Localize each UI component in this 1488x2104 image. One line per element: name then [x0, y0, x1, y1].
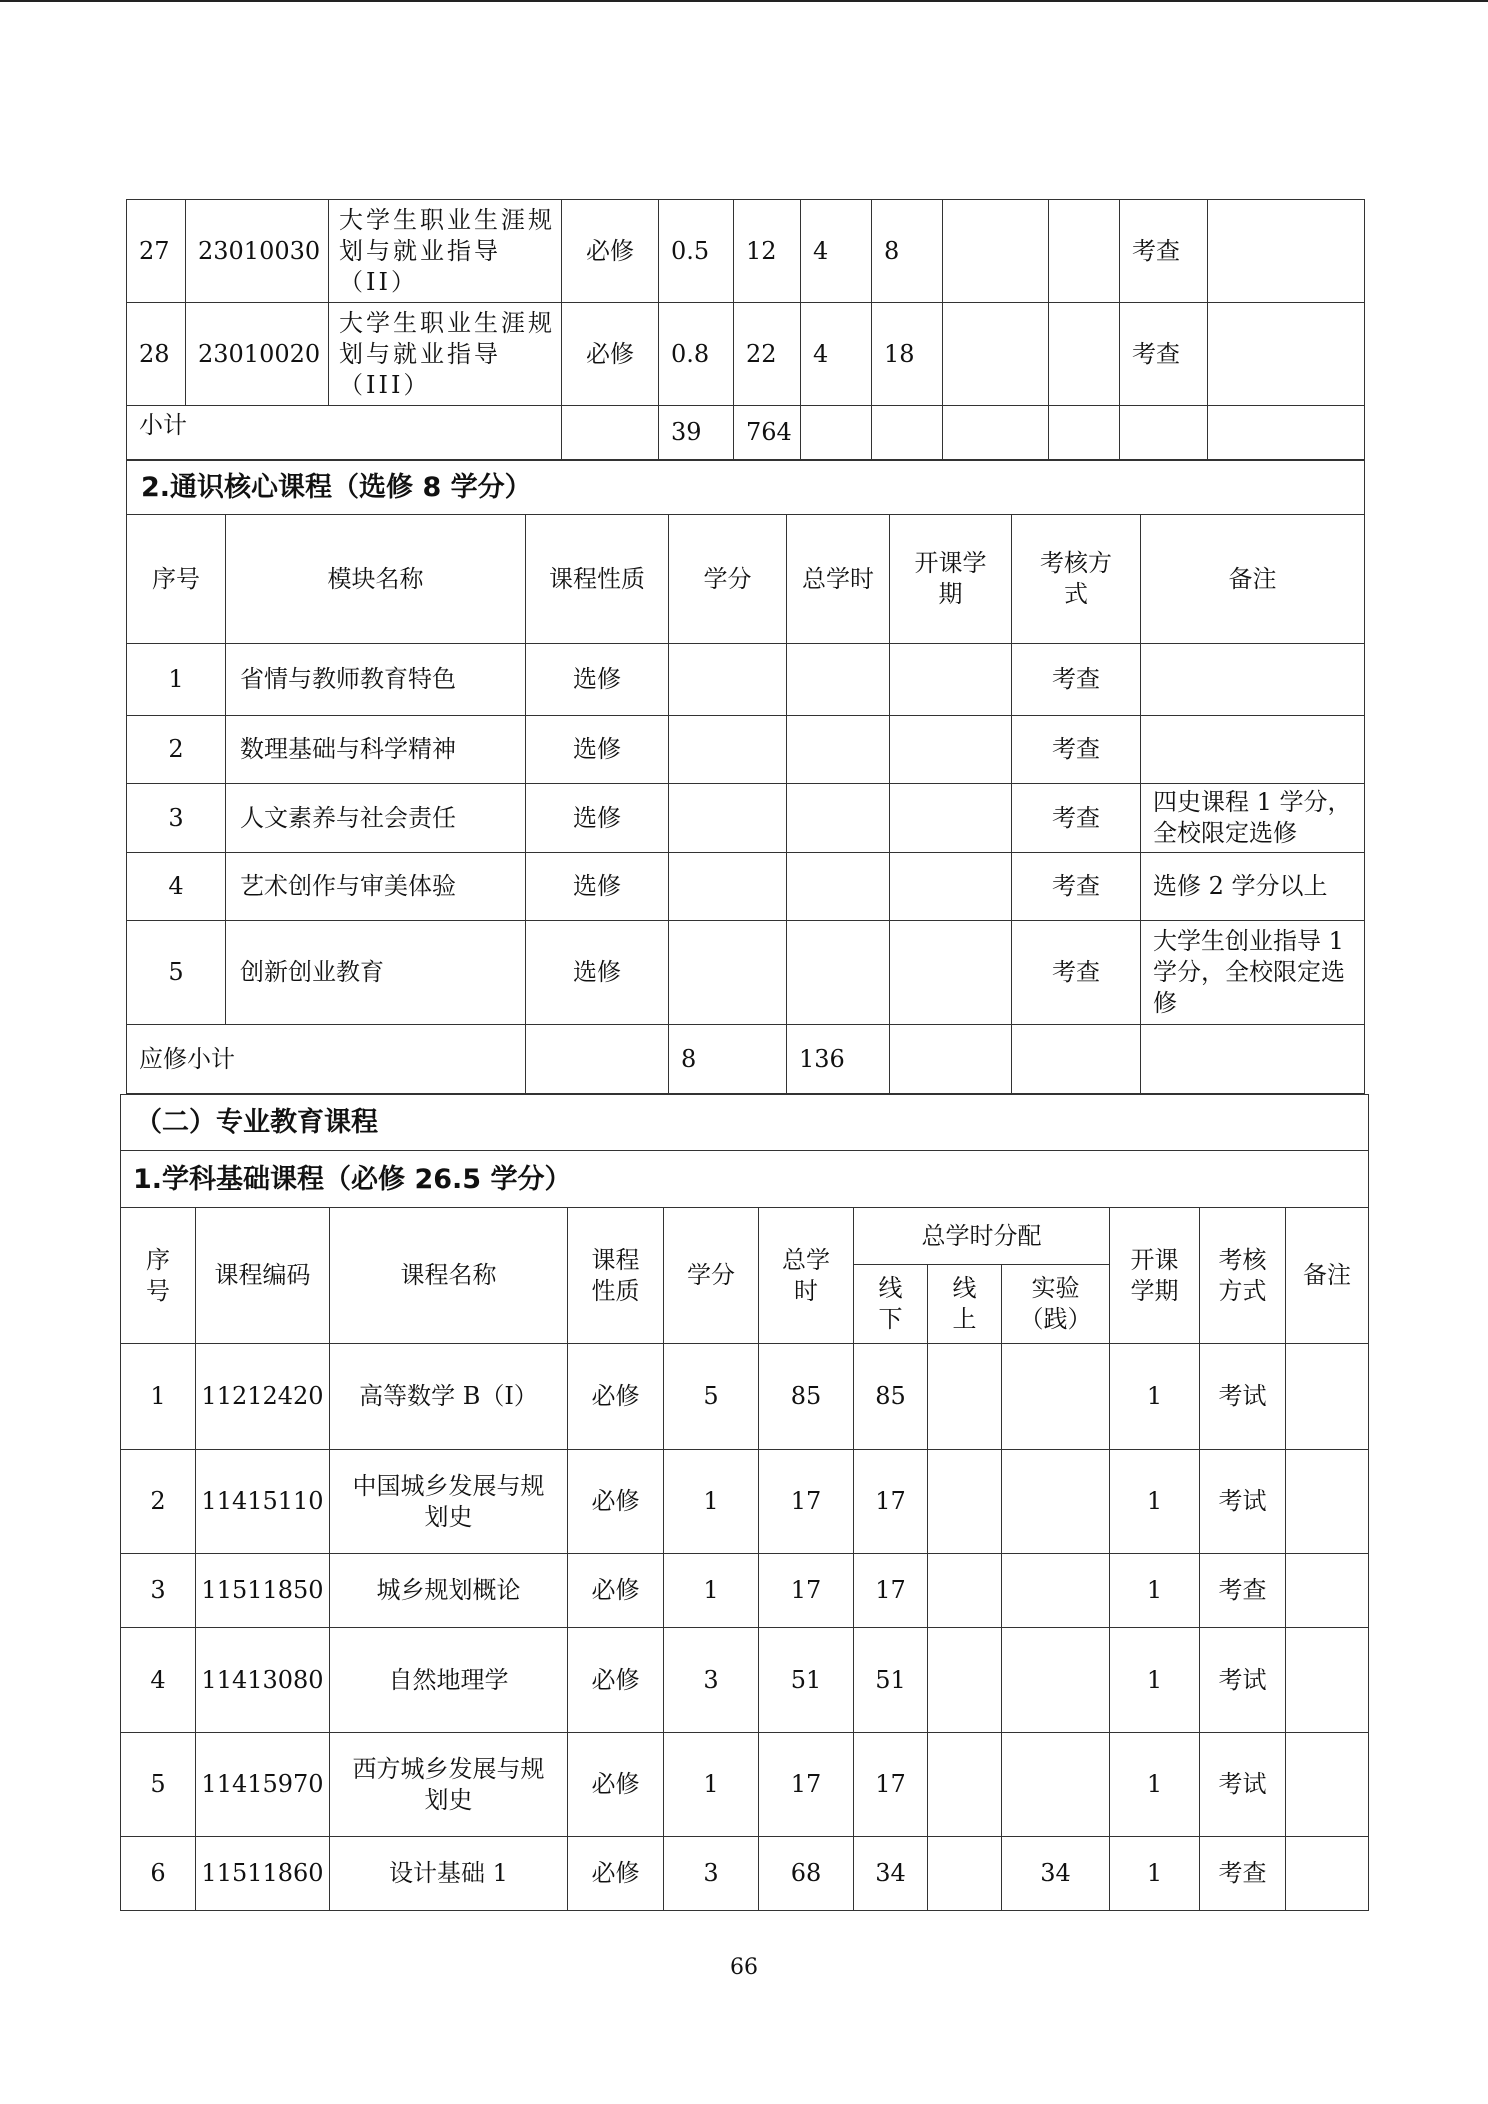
cell-total-hours: 51	[759, 1628, 854, 1733]
cell-term: 1	[1110, 1628, 1200, 1733]
cell-seq: 5	[121, 1733, 196, 1837]
cell-exam-method: 考查	[1120, 200, 1208, 303]
header-course-code: 课程编码	[196, 1208, 330, 1344]
cell-lab	[1002, 1450, 1110, 1554]
cell-course-nature: 必修	[568, 1733, 664, 1837]
cell-code: 23010020	[186, 303, 329, 406]
header-credit: 学分	[669, 515, 787, 644]
cell-nature: 必修	[562, 303, 659, 406]
table-row	[121, 1450, 1369, 1554]
cell-term: 1	[1110, 1344, 1200, 1450]
header-offline: 线下	[854, 1265, 928, 1344]
header-module-name: 模块名称	[226, 515, 526, 644]
cell-total-hours: 68	[759, 1837, 854, 1911]
cell-module-name: 省情与教师教育特色	[226, 644, 526, 716]
header-course-name: 课程名称	[330, 1208, 568, 1344]
table-row	[121, 1628, 1369, 1733]
cell-course-name: 西方城乡发展与规划史	[330, 1733, 568, 1837]
cell-nature: 必修	[562, 200, 659, 303]
cell-total-hours: 85	[759, 1344, 854, 1450]
cell-seq: 3	[121, 1554, 196, 1628]
cell-exam-method: 考查	[1012, 716, 1141, 784]
subtotal-hours: 136	[787, 1025, 890, 1094]
cell-seq: 4	[127, 853, 226, 921]
cell-lab	[1002, 1733, 1110, 1837]
cell-offline: 17	[854, 1554, 928, 1628]
cell-course-nature: 必修	[568, 1628, 664, 1733]
header-term: 开课学期	[890, 515, 1012, 644]
header-total-hours: 总学时	[787, 515, 890, 644]
subtotal-cell	[943, 406, 1049, 460]
general-course-table-continued	[126, 199, 1365, 460]
cell-total-hours: 17	[759, 1450, 854, 1554]
cell-course-nature: 选修	[526, 716, 669, 784]
cell-credit: 3	[664, 1628, 759, 1733]
table-row	[121, 1733, 1369, 1837]
cell-credit	[669, 921, 787, 1025]
subtotal-cell	[1141, 1025, 1365, 1094]
cell-lab: 34	[1002, 1837, 1110, 1911]
cell-course-code: 11415970	[196, 1733, 330, 1837]
cell-course-code: 11415110	[196, 1450, 330, 1554]
cell-course-nature: 必修	[568, 1450, 664, 1554]
cell-exam-method: 考试	[1200, 1450, 1286, 1554]
subsection-title-row	[121, 1151, 1369, 1208]
page-number: 66	[730, 1955, 758, 1980]
cell-course-name: 大学生职业生涯规划与就业指导（II）	[329, 200, 562, 303]
cell-lab	[1002, 1344, 1110, 1450]
header-seq: 序号	[121, 1208, 196, 1344]
cell-practice: 8	[872, 200, 943, 303]
cell-lab	[1049, 303, 1120, 406]
cell-online	[928, 1628, 1002, 1733]
header-course-nature: 课程性质	[568, 1208, 664, 1344]
cell-offline: 51	[854, 1628, 928, 1733]
cell-note: 大学生创业指导 1 学分，全校限定选修	[1141, 921, 1365, 1025]
cell-total-hours: 17	[759, 1733, 854, 1837]
cell-course-nature: 选修	[526, 921, 669, 1025]
header-lab: 实验（践）	[1002, 1265, 1110, 1344]
subtotal-label: 小计	[127, 406, 562, 460]
table-row	[127, 716, 1365, 784]
header-credit: 学分	[664, 1208, 759, 1344]
cell-exam-method: 考查	[1200, 1554, 1286, 1628]
table-row	[127, 921, 1365, 1025]
table-row	[127, 303, 1365, 406]
cell-exam-method: 考查	[1120, 303, 1208, 406]
header-note: 备注	[1286, 1208, 1369, 1344]
cell-term: 1	[1110, 1450, 1200, 1554]
cell-online	[943, 200, 1049, 303]
cell-term	[890, 784, 1012, 853]
table-row	[127, 853, 1365, 921]
cell-credit: 3	[664, 1837, 759, 1911]
subtotal-label: 应修小计	[127, 1025, 526, 1094]
cell-online	[928, 1344, 1002, 1450]
table-row	[127, 784, 1365, 853]
cell-seq: 2	[127, 716, 226, 784]
cell-note	[1141, 716, 1365, 784]
cell-credit: 1	[664, 1554, 759, 1628]
cell-course-nature: 必修	[568, 1837, 664, 1911]
cell-term: 1	[1110, 1554, 1200, 1628]
cell-note: 四史课程 1 学分，全校限定选修	[1141, 784, 1365, 853]
table-row	[121, 1837, 1369, 1911]
cell-course-name: 自然地理学	[330, 1628, 568, 1733]
cell-course-nature: 选修	[526, 644, 669, 716]
cell-total-hours	[787, 784, 890, 853]
cell-term: 1	[1110, 1733, 1200, 1837]
cell-offline: 34	[854, 1837, 928, 1911]
header-exam-method: 考核方式	[1012, 515, 1141, 644]
cell-note	[1286, 1344, 1369, 1450]
subtotal-cell	[890, 1025, 1012, 1094]
subtotal-cell	[562, 406, 659, 460]
cell-seq: 3	[127, 784, 226, 853]
header-seq: 序号	[127, 515, 226, 644]
cell-total-hours: 22	[734, 303, 801, 406]
cell-offline: 17	[854, 1450, 928, 1554]
header-total-hours: 总学时	[759, 1208, 854, 1344]
cell-course-code: 11511860	[196, 1837, 330, 1911]
cell-code: 23010030	[186, 200, 329, 303]
cell-course-nature: 选修	[526, 784, 669, 853]
cell-exam-method: 考查	[1012, 853, 1141, 921]
subtotal-cell	[1012, 1025, 1141, 1094]
subtotal-cell	[526, 1025, 669, 1094]
cell-note	[1286, 1450, 1369, 1554]
cell-course-name: 设计基础 1	[330, 1837, 568, 1911]
cell-lab	[1002, 1628, 1110, 1733]
cell-note	[1286, 1554, 1369, 1628]
cell-term: 1	[1110, 1837, 1200, 1911]
cell-practice: 18	[872, 303, 943, 406]
cell-module-name: 人文素养与社会责任	[226, 784, 526, 853]
cell-credit	[669, 644, 787, 716]
cell-credit	[669, 853, 787, 921]
section-heading: （二）专业教育课程	[121, 1095, 1369, 1151]
cell-total-hours	[787, 716, 890, 784]
cell-note	[1141, 644, 1365, 716]
cell-seq: 1	[121, 1344, 196, 1450]
cell-seq: 28	[127, 303, 186, 406]
cell-exam-method: 考查	[1012, 784, 1141, 853]
cell-course-nature: 必修	[568, 1344, 664, 1450]
subtotal-row	[127, 406, 1365, 460]
cell-course-code: 11511850	[196, 1554, 330, 1628]
subtotal-hours: 764	[734, 406, 801, 460]
cell-course-name: 高等数学 B（Ⅰ）	[330, 1344, 568, 1450]
cell-online	[928, 1450, 1002, 1554]
cell-term	[890, 716, 1012, 784]
cell-course-name: 中国城乡发展与规划史	[330, 1450, 568, 1554]
cell-exam-method: 考查	[1200, 1837, 1286, 1911]
table-row	[127, 200, 1365, 303]
cell-course-code: 11212420	[196, 1344, 330, 1450]
cell-offline: 4	[801, 303, 872, 406]
cell-course-code: 11413080	[196, 1628, 330, 1733]
cell-seq: 5	[127, 921, 226, 1025]
cell-seq: 1	[127, 644, 226, 716]
subtotal-credit: 8	[669, 1025, 787, 1094]
cell-course-nature: 必修	[568, 1554, 664, 1628]
cell-total-hours	[787, 644, 890, 716]
subtotal-row	[127, 1025, 1365, 1094]
cell-offline: 17	[854, 1733, 928, 1837]
cell-credit: 0.8	[659, 303, 734, 406]
cell-lab	[1049, 200, 1120, 303]
cell-lab	[1002, 1554, 1110, 1628]
table-row	[121, 1554, 1369, 1628]
cell-course-name: 大学生职业生涯规划与就业指导（III）	[329, 303, 562, 406]
cell-term	[890, 644, 1012, 716]
section-title: 2.通识核心课程（选修 8 学分）	[127, 461, 1365, 515]
cell-offline: 4	[801, 200, 872, 303]
cell-seq: 6	[121, 1837, 196, 1911]
subtotal-cell	[801, 406, 872, 460]
cell-module-name: 数理基础与科学精神	[226, 716, 526, 784]
cell-credit: 1	[664, 1733, 759, 1837]
subtotal-cell	[872, 406, 943, 460]
cell-credit	[669, 784, 787, 853]
general-core-course-table	[126, 460, 1365, 1094]
subtotal-credit: 39	[659, 406, 734, 460]
cell-seq: 2	[121, 1450, 196, 1554]
cell-course-nature: 选修	[526, 853, 669, 921]
header-row-1	[121, 1208, 1369, 1265]
cell-term	[890, 921, 1012, 1025]
cell-online	[928, 1733, 1002, 1837]
cell-term	[890, 853, 1012, 921]
cell-credit: 0.5	[659, 200, 734, 303]
subtotal-cell	[1049, 406, 1120, 460]
cell-online	[928, 1554, 1002, 1628]
cell-note	[1286, 1628, 1369, 1733]
header-term: 开课学期	[1110, 1208, 1200, 1344]
cell-seq: 27	[127, 200, 186, 303]
cell-exam-method: 考查	[1012, 644, 1141, 716]
header-hours-distribution: 总学时分配	[854, 1208, 1110, 1265]
cell-note	[1286, 1733, 1369, 1837]
header-exam-method: 考核方式	[1200, 1208, 1286, 1344]
discipline-foundation-course-table	[120, 1094, 1369, 1911]
cell-exam-method: 考试	[1200, 1733, 1286, 1837]
cell-exam-method: 考查	[1012, 921, 1141, 1025]
cell-exam-method: 考试	[1200, 1344, 1286, 1450]
cell-module-name: 创新创业教育	[226, 921, 526, 1025]
cell-total-hours	[787, 853, 890, 921]
cell-total-hours: 12	[734, 200, 801, 303]
cell-seq: 4	[121, 1628, 196, 1733]
header-note: 备注	[1141, 515, 1365, 644]
header-course-nature: 课程性质	[526, 515, 669, 644]
cell-credit: 5	[664, 1344, 759, 1450]
cell-online	[943, 303, 1049, 406]
section-heading-row	[121, 1095, 1369, 1151]
cell-note	[1208, 303, 1365, 406]
table-row	[127, 644, 1365, 716]
cell-total-hours: 17	[759, 1554, 854, 1628]
cell-credit: 1	[664, 1450, 759, 1554]
header-online: 线上	[928, 1265, 1002, 1344]
cell-online	[928, 1837, 1002, 1911]
cell-offline: 85	[854, 1344, 928, 1450]
cell-module-name: 艺术创作与审美体验	[226, 853, 526, 921]
top-border-line	[0, 0, 1488, 2]
subtotal-cell	[1120, 406, 1208, 460]
cell-credit	[669, 716, 787, 784]
cell-course-name: 城乡规划概论	[330, 1554, 568, 1628]
cell-note: 选修 2 学分以上	[1141, 853, 1365, 921]
cell-total-hours	[787, 921, 890, 1025]
cell-note	[1286, 1837, 1369, 1911]
cell-note	[1208, 200, 1365, 303]
cell-exam-method: 考试	[1200, 1628, 1286, 1733]
table-row	[121, 1344, 1369, 1450]
subsection-title: 1.学科基础课程（必修 26.5 学分）	[121, 1151, 1369, 1208]
header-row	[127, 515, 1365, 644]
section-title-row	[127, 461, 1365, 515]
subtotal-cell	[1208, 406, 1365, 460]
